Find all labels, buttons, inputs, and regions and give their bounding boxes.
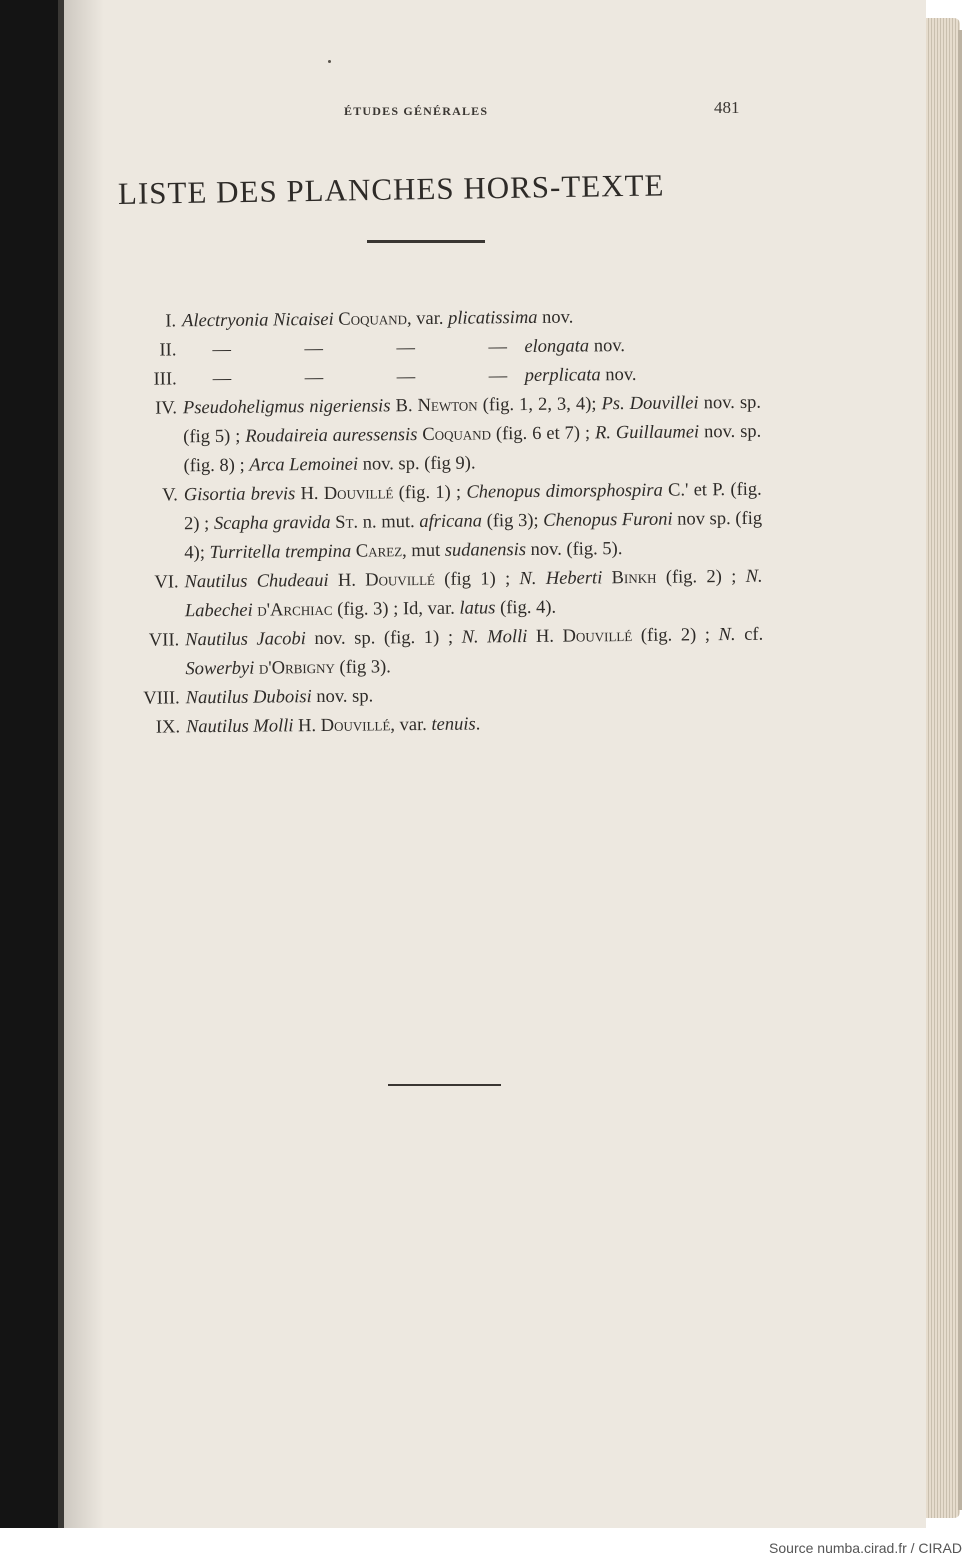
ditto-dash: — (304, 338, 323, 360)
taxon-name: N. Labechei (184, 566, 763, 622)
plate-number: IX. (155, 717, 181, 738)
taxon-name: Turritella trempina (209, 541, 352, 564)
author-name: Douvillé (562, 626, 633, 647)
plate-text: (fig. 2) ; (656, 566, 746, 588)
plate-number: V. (162, 485, 178, 506)
book-binding (0, 0, 64, 1528)
ditto-dash: — (488, 337, 507, 358)
taxon-name: africana (419, 511, 483, 533)
plate-text: , var. (390, 714, 432, 736)
taxon-name: perplicata (524, 365, 601, 387)
plate-text: H. (328, 570, 366, 591)
taxon-name: elongata (524, 336, 590, 358)
plate-text: (fig 3); (481, 510, 544, 532)
page-edges (926, 18, 960, 1518)
title-rule (367, 240, 485, 243)
taxon-name: Scapha gravida (213, 512, 331, 535)
author-name: Douvillé (323, 483, 394, 504)
plate-text: H. (293, 715, 321, 737)
plate-number: VI. (154, 572, 179, 593)
author-name: Coquand (422, 424, 492, 446)
plates-list (110, 302, 764, 743)
ditto-dash: — (396, 367, 416, 388)
taxon-name: Roudaireia auressensis (245, 425, 418, 447)
taxon-name: Nautilus Jacobi (185, 629, 306, 651)
plate-text: nov. sp. (fig 5) ; (183, 392, 762, 448)
author-name: Carez (355, 541, 403, 562)
page-number: 481 (714, 98, 740, 117)
author-name: Binkh (611, 567, 657, 589)
end-rule (388, 1084, 501, 1086)
plate-text: (fig 3). (334, 657, 391, 678)
author-name: St. (335, 512, 359, 533)
plate-text: B. (390, 396, 418, 417)
plate-text: nov. (589, 336, 626, 357)
taxon-name: Chenopus Furoni (543, 509, 673, 531)
plate-text: (fig. 4). (495, 597, 557, 619)
plate-text: (fig. 3) ; Id, var. (332, 598, 460, 620)
book-page (64, 0, 926, 1528)
taxon-name: N. (718, 625, 736, 646)
plate-description (183, 389, 762, 482)
plate-number: II. (159, 340, 177, 361)
author-name: Douvillé (365, 569, 436, 591)
plate-text: nov. (600, 364, 637, 386)
taxon-name: Nautilus Molli (185, 716, 294, 738)
ditto-dash: — (396, 338, 415, 359)
paper-speck (328, 60, 331, 63)
plate-text: (fig. 2) ; (632, 625, 719, 647)
plate-text: cf. (735, 624, 764, 646)
taxon-name: N. Heberti (519, 568, 603, 590)
plate-text: (fig 1) ; (434, 569, 520, 590)
plate-number: VII. (148, 630, 180, 651)
plate-text: nov. (537, 307, 574, 328)
plate-text: (fig. 6 et 7) ; (490, 423, 596, 445)
plate-text: , var. (406, 308, 449, 330)
taxon-name: Chenopus dimorsphospira (466, 480, 663, 503)
plate-text: H. (527, 626, 563, 648)
ditto-dash: — (212, 339, 232, 361)
author-name: Douvillé (320, 715, 391, 736)
plate-number: IV. (155, 398, 178, 419)
plate-number: I. (165, 311, 177, 332)
page-edges-shadow (958, 30, 962, 1510)
plate-number: VIII. (143, 688, 180, 709)
taxon-name: Gisortia brevis (183, 484, 296, 506)
plate-entry (111, 389, 762, 482)
plate-text: (fig. 1, 2, 3, 4); (477, 394, 602, 416)
plate-text (602, 568, 612, 588)
taxon-name: Sowerbyi (185, 658, 255, 680)
plate-text: n. mut. (358, 512, 420, 533)
plate-entry (113, 621, 764, 685)
plate-text: nov sp. (fig 4); (184, 508, 763, 564)
page-title: LISTE DES PLANCHES HORS-TEXTE (117, 167, 665, 211)
plate-description (186, 708, 764, 743)
plate-entry (113, 563, 764, 627)
taxon-name: latus (459, 598, 496, 619)
author-name: Coquand (338, 309, 408, 330)
taxon-name: Nautilus Chudeaui (184, 570, 329, 593)
ditto-dash: — (304, 367, 324, 389)
plate-text: nov. sp. (fig. 8) ; (183, 421, 762, 477)
plate-text: H. (295, 483, 324, 505)
plate-text: , mut (402, 540, 445, 562)
author-name: d'Orbigny (258, 657, 335, 679)
plate-text: nov. (fig. 5). (525, 539, 623, 561)
source-credit: Source numba.cirad.fr / CIRAD (769, 1540, 962, 1556)
plate-text: . (475, 714, 481, 735)
taxon-name: Pseudoheligmus nigeriensis (182, 396, 391, 419)
taxon-name: Alectryonia Nicaisei (182, 309, 334, 332)
taxon-name: R. Guillaumei (594, 422, 700, 444)
taxon-name: Arca Lemoinei (249, 454, 359, 476)
author-name: d'Archiac (257, 599, 333, 621)
plate-description (184, 476, 763, 569)
plate-text: (fig. 1) ; (393, 482, 467, 504)
gutter-shadow (64, 0, 104, 1528)
taxon-name: sudanensis (444, 540, 527, 561)
ditto-dash: — (488, 366, 508, 387)
taxon-name: N. Molli (461, 627, 528, 648)
taxon-name: plicatissima (447, 307, 538, 329)
plate-text: nov. sp. (fig. 1) ; (305, 627, 462, 650)
taxon-name: tenuis (431, 714, 476, 735)
plate-text: C.' et P. (fig. 2) ; (183, 479, 762, 535)
plate-text: nov. sp. (fig 9). (357, 453, 476, 475)
plate-description (185, 563, 764, 627)
plate-description (185, 621, 764, 685)
plate-number: III. (153, 369, 177, 390)
author-name: Newton (417, 395, 478, 417)
running-head: ÉTUDES GÉNÉRALES (344, 104, 489, 118)
taxon-name: Ps. Douvillei (601, 393, 699, 415)
plate-text: nov. sp. (311, 686, 374, 708)
ditto-dash: — (212, 368, 232, 390)
taxon-name: Nautilus Duboisi (185, 687, 312, 709)
plate-entry (112, 476, 763, 569)
